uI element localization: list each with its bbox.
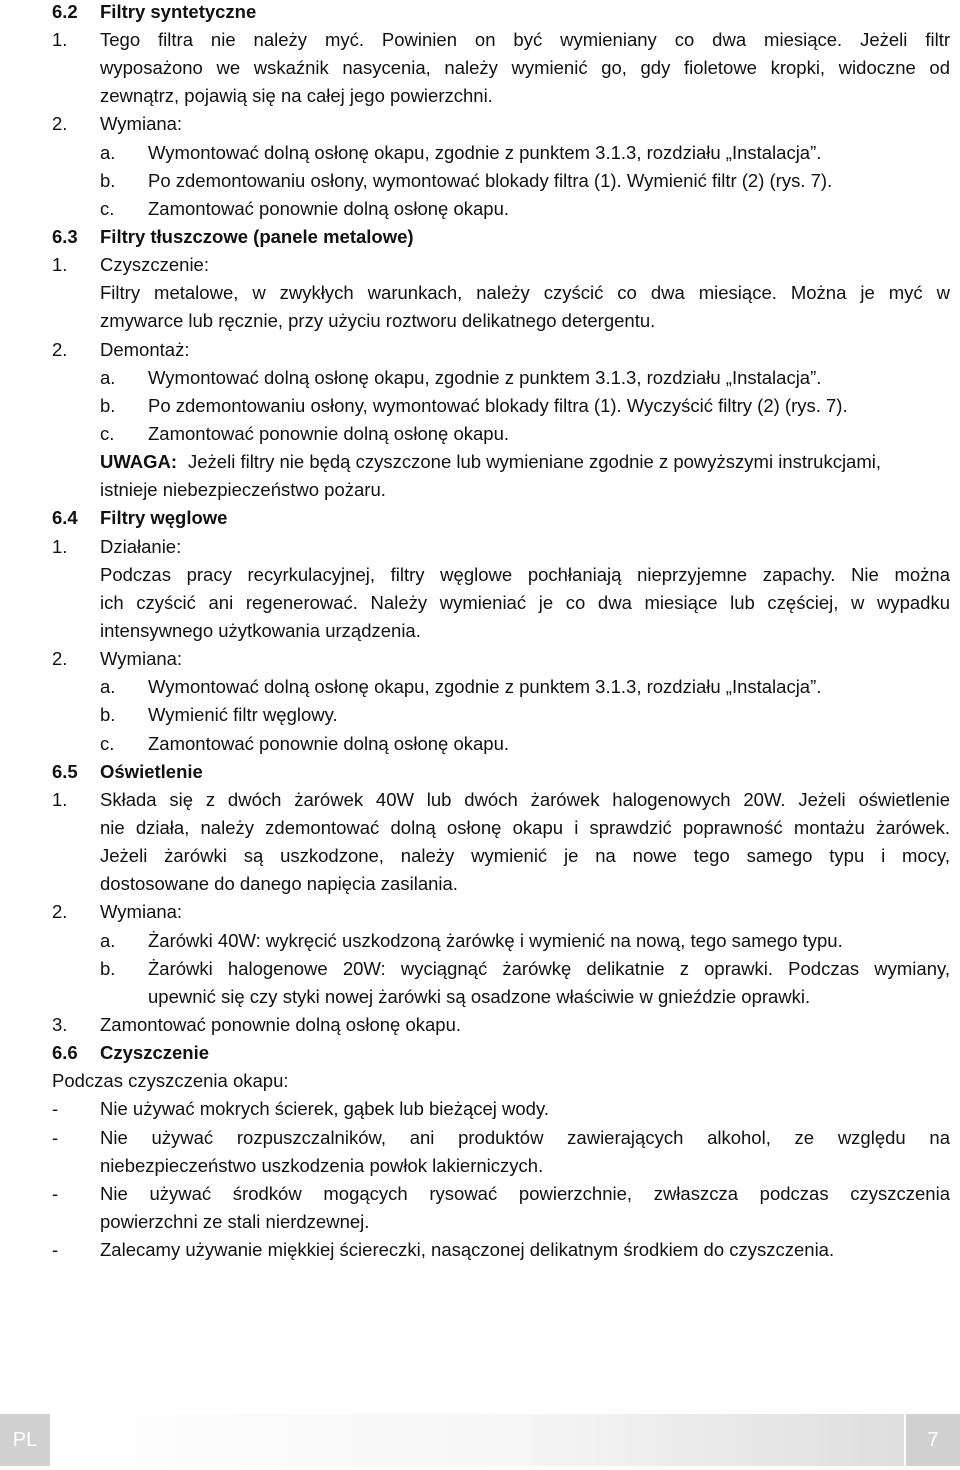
text-line <box>0 420 960 448</box>
body-text: 1. <box>52 789 68 810</box>
body-text: Jeżeli żarówki są uszkodzone, należy wymienić je na nowe tego samego typu i mocy, <box>100 845 950 866</box>
body-text: Zamontować ponownie dolną osłonę okapu. <box>100 1014 461 1035</box>
body-text: zmywarce lub ręcznie, przy użyciu roztworu delikatnego detergentu. <box>100 310 656 331</box>
text-line <box>0 814 960 842</box>
body-text: - <box>52 1127 59 1148</box>
text-line <box>0 842 960 870</box>
text-line <box>0 1067 960 1095</box>
body-text: zewnątrz, pojawią się na całej jego powierzchni. <box>100 85 493 106</box>
text-line <box>0 223 960 251</box>
body-text: a. <box>100 367 116 388</box>
text-line <box>0 307 960 335</box>
body-text: - <box>52 1183 59 1204</box>
body-text: Jeżeli filtry nie będą czyszczone lub wymieniane zgodnie z powyższymi instrukcjami, <box>188 451 882 472</box>
text-line <box>0 167 960 195</box>
text-line <box>0 955 960 983</box>
body-text: 1. <box>52 29 68 50</box>
text-line <box>0 1236 960 1264</box>
body-text: Wymiana: <box>100 648 183 669</box>
body-text: 1. <box>52 254 68 275</box>
heading-text: 6.5 <box>52 761 78 782</box>
body-text: Zamontować ponownie dolną osłonę okapu. <box>148 423 509 444</box>
body-text: c. <box>100 733 115 754</box>
body-text: istnieje niebezpieczeństwo pożaru. <box>100 479 386 500</box>
body-text: 2. <box>52 339 68 360</box>
body-text: Filtry metalowe, w zwykłych warunkach, należy czyścić co dwa miesiące. Można je myć w <box>100 282 950 303</box>
footer-bar <box>52 1414 904 1466</box>
body-text: Podczas czyszczenia okapu: <box>52 1070 289 1091</box>
body-text: Żarówki 40W: wykręcić uszkodzoną żarówkę i wymienić na nową, tego samego typu. <box>148 930 843 951</box>
heading-text: 6.3 <box>52 226 78 247</box>
text-line <box>0 195 960 223</box>
body-text: Wymiana: <box>100 113 183 134</box>
body-text: wyposażono we wskaźnik nasycenia, należy wymienić go, gdy fioletowe kropki, widoczne od <box>100 57 950 78</box>
body-text: Zamontować ponownie dolną osłonę okapu. <box>148 733 509 754</box>
text-line <box>0 1180 960 1208</box>
text-line <box>0 139 960 167</box>
text-line <box>0 786 960 814</box>
text-line <box>0 1152 960 1180</box>
body-text: a. <box>100 142 116 163</box>
text-line <box>0 82 960 110</box>
text-line <box>0 870 960 898</box>
body-text: Nie używać środków mogących rysować powierzchnie, zwłaszcza podczas czyszczenia <box>100 1183 950 1204</box>
text-line <box>0 476 960 504</box>
body-text: b. <box>100 395 116 416</box>
text-line <box>0 448 960 476</box>
body-text: Demontaż: <box>100 339 190 360</box>
body-text: Nie używać mokrych ścierek, gąbek lub bieżącej wody. <box>100 1098 549 1119</box>
body-text: niebezpieczeństwo uszkodzenia powłok lakierniczych. <box>100 1155 544 1176</box>
body-text: powierzchni ze stali nierdzewnej. <box>100 1211 370 1232</box>
heading-text: Oświetlenie <box>100 761 203 782</box>
body-text: 1. <box>52 536 68 557</box>
text-line <box>0 701 960 729</box>
text-line <box>0 26 960 54</box>
text-line <box>0 1208 960 1236</box>
body-text: upewnić się czy styki nowej żarówki są osadzone właściwie w gnieździe oprawki. <box>148 986 811 1007</box>
text-line <box>0 898 960 926</box>
body-text: c. <box>100 423 115 444</box>
body-text: 2. <box>52 113 68 134</box>
text-line <box>0 336 960 364</box>
body-text: - <box>52 1098 59 1119</box>
text-line <box>0 730 960 758</box>
body-text: Składa się z dwóch żarówek 40W lub dwóch żarówek halogenowych 20W. Jeżeli oświetlenie <box>100 789 950 810</box>
body-text: - <box>52 1239 59 1260</box>
body-text: intensywnego użytkowania urządzenia. <box>100 620 421 641</box>
body-text: Żarówki halogenowe 20W: wyciągnąć żarówkę delikatnie z oprawki. Podczas wymiany, <box>148 958 950 979</box>
body-text: Wymiana: <box>100 901 183 922</box>
body-text: 3. <box>52 1014 68 1035</box>
text-line <box>0 589 960 617</box>
body-text: b. <box>100 704 116 725</box>
body-text: Działanie: <box>100 536 182 557</box>
body-text: b. <box>100 958 116 979</box>
text-line <box>0 673 960 701</box>
text-line <box>0 617 960 645</box>
body-text: Czyszczenie: <box>100 254 209 275</box>
text-line <box>0 927 960 955</box>
body-text: Podczas pracy recyrkulacyjnej, filtry węglowe pochłaniają nieprzyjemne zapachy. Nie można <box>100 564 950 585</box>
text-line <box>0 645 960 673</box>
text-line <box>0 758 960 786</box>
text-line <box>0 392 960 420</box>
text-line <box>0 1011 960 1039</box>
text-line <box>0 251 960 279</box>
body-text: ich czyścić ani regenerować. Należy wymieniać je co dwa miesiące lub częściej, w wypadku <box>100 592 950 613</box>
body-text: Po zdemontowaniu osłony, wymontować blokady filtra (1). Wyczyścić filtry (2) (rys. 7). <box>148 395 848 416</box>
body-text: a. <box>100 930 116 951</box>
body-text: Zamontować ponownie dolną osłonę okapu. <box>148 198 509 219</box>
footer-page-number: 7 <box>906 1414 960 1466</box>
text-line <box>0 1124 960 1152</box>
text-line <box>0 110 960 138</box>
text-line <box>0 364 960 392</box>
text-line <box>0 561 960 589</box>
body-text: Wymontować dolną osłonę okapu, zgodnie z punktem 3.1.3, rozdziału „Instalacja”. <box>148 676 822 697</box>
footer-language: PL <box>0 1414 50 1466</box>
body-text: Nie używać rozpuszczalników, ani produktów zawierających alkohol, ze względu na <box>100 1127 950 1148</box>
body-text: dostosowane do danego napięcia zasilania. <box>100 873 458 894</box>
heading-text: UWAGA: <box>100 451 178 472</box>
heading-text: Filtry węglowe <box>100 507 228 528</box>
body-text: Zalecamy używanie miękkiej ściereczki, nasączonej delikatnym środkiem do czyszczenia. <box>100 1239 835 1260</box>
text-line <box>0 1095 960 1123</box>
text-line <box>0 0 960 26</box>
body-text: Wymontować dolną osłonę okapu, zgodnie z punktem 3.1.3, rozdziału „Instalacja”. <box>148 367 822 388</box>
body-text: 2. <box>52 901 68 922</box>
body-text: b. <box>100 170 116 191</box>
body-text: a. <box>100 676 116 697</box>
body-text: Wymontować dolną osłonę okapu, zgodnie z punktem 3.1.3, rozdziału „Instalacja”. <box>148 142 822 163</box>
text-line <box>0 533 960 561</box>
text-line <box>0 279 960 307</box>
text-line <box>0 1039 960 1067</box>
heading-text: Filtry syntetyczne <box>100 1 257 22</box>
text-line <box>0 983 960 1011</box>
body-text: 2. <box>52 648 68 669</box>
heading-text: 6.6 <box>52 1042 78 1063</box>
body-text: Wymienić filtr węglowy. <box>148 704 338 725</box>
body-text: c. <box>100 198 115 219</box>
text-line <box>0 54 960 82</box>
heading-text: 6.2 <box>52 1 78 22</box>
body-text: Tego filtra nie należy myć. Powinien on być wymieniany co dwa miesiące. Jeżeli filtr <box>100 29 950 50</box>
heading-text: 6.4 <box>52 507 78 528</box>
heading-text: Czyszczenie <box>100 1042 209 1063</box>
text-line <box>0 504 960 532</box>
heading-text: Filtry tłuszczowe (panele metalowe) <box>100 226 414 247</box>
body-text: Po zdemontowaniu osłony, wymontować blokady filtra (1). Wymienić filtr (2) (rys. 7). <box>148 170 833 191</box>
body-text: nie działa, należy zdemontować dolną osłonę okapu i sprawdzić poprawność montażu żarówek. <box>100 817 950 838</box>
